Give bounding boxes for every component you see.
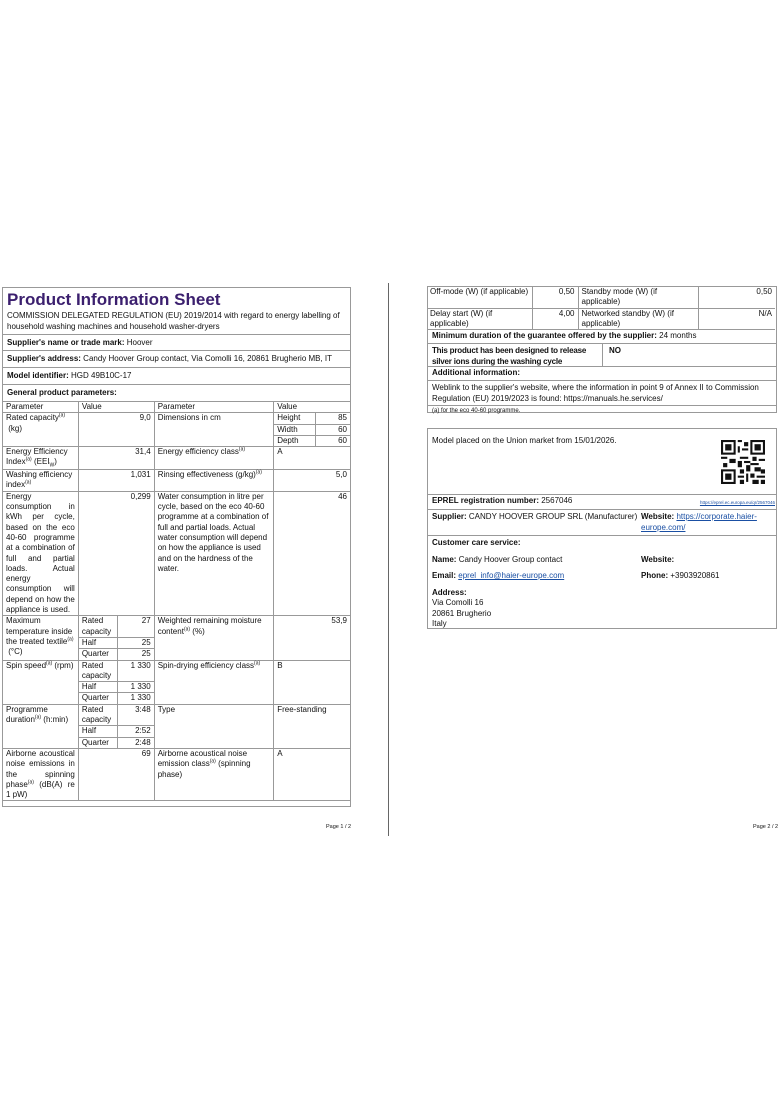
- eei-value: 31,4: [78, 447, 154, 470]
- eprel-link[interactable]: https://eprel.ec.europa.eu/qr/2567046: [699, 500, 775, 505]
- duration-quarter-value: 2:48: [117, 737, 154, 748]
- customer-care-website-label: Website:: [641, 554, 675, 564]
- address-line-2: 20861 Brugherio: [432, 608, 492, 618]
- moisture-value: 53,9: [274, 616, 351, 660]
- supplier-value: CANDY HOOVER GROUP SRL (Manufacturer): [468, 512, 638, 521]
- standby-value: 0,50: [698, 287, 775, 309]
- customer-care-email-link[interactable]: eprel_info@haier-europe.com: [458, 571, 565, 580]
- spin-rated-value: 1 330: [117, 660, 154, 682]
- washing-eff-label: Washing efficiency index$^{(a)}$: [3, 470, 79, 492]
- temp-rated-value: 27: [117, 616, 154, 638]
- placed-on-market-text: Model placed on the Union market from 15/01/2026.: [432, 436, 617, 445]
- power-table: [427, 286, 775, 330]
- noise-class-label: Airborne acoustical noise emission class$^{(a)}$ (spinning phase): [154, 748, 274, 800]
- offmode-label: Off-mode (W) (if applicable): [427, 287, 532, 309]
- page-number-1: Page 1 / 2: [326, 824, 352, 830]
- supplier-website-link[interactable]: https://corporate.haier-europe.com/: [641, 512, 757, 532]
- eprel-value: 2567046: [541, 496, 573, 505]
- weblink-text: Weblink to the supplier's website, where the information in point 9 of Annex II to Commission Regulation (EU) 2019/2023 is found: https://manuals.he.services/: [428, 381, 776, 406]
- delay-label: Delay start (W) (if applicable): [427, 308, 532, 330]
- rinsing-value: 5,0: [274, 470, 351, 492]
- guarantee-row: Minimum duration of the guarantee offered by the supplier: 24 months: [428, 330, 776, 344]
- customer-care-name: Candy Hoover Group contact: [458, 554, 563, 564]
- type-label: Type: [154, 704, 274, 748]
- height-value: 85: [316, 413, 351, 424]
- page-number-2: Page 2 / 2: [753, 824, 779, 830]
- width-value: 60: [316, 424, 351, 435]
- rated-capacity-label: Rated capacity$^{(a)}$ (kg): [3, 413, 79, 447]
- dimensions-label: Dimensions in cm: [154, 413, 274, 447]
- spin-class-label: Spin-drying efficiency class$^{(a)}$: [154, 660, 274, 704]
- noise-class-value: A: [274, 748, 351, 800]
- networked-value: N/A: [698, 308, 775, 330]
- general-params-heading: General product parameters:: [7, 388, 117, 397]
- spin-class-value: B: [274, 660, 351, 704]
- eei-label: Energy Efficiency Index$^{(a)}$ $(EEI_W)$: [3, 447, 79, 470]
- supplier-address-row: Supplier's address: Candy Hoover Group contact, Via Comolli 16, 20861 Brugherio MB, IT: [3, 351, 350, 368]
- page-title: Product Information Sheet: [7, 290, 221, 309]
- regulation-text: COMMISSION DELEGATED REGULATION (EU) 2019/2014 with regard to energy labelling of household washing machines and household washer-dryers: [7, 311, 340, 331]
- water-consumption-label: Water consumption in litre per cycle, based on the eco 40-60 programme at a combination of full and partial loads. Actual water consumption will depend on how the appliance is used and on the hardness of the water.: [154, 491, 274, 616]
- water-consumption-value: 46: [274, 491, 351, 616]
- rinsing-label: Rinsing effectiveness $(g/kg)^{(a)}$: [154, 470, 274, 492]
- type-value: Free-standing: [274, 704, 351, 748]
- supplier-address-value: Candy Hoover Group contact, Via Comolli 16, 20861 Brugherio MB, IT: [83, 354, 333, 363]
- page-divider: [388, 283, 389, 836]
- address-line-3: Italy: [432, 619, 447, 628]
- energy-class-label: Energy efficiency class$^{(a)}$: [154, 447, 274, 470]
- footnote: (a) for the eco 40-60 programme.: [432, 408, 521, 415]
- model-value: HGD 49B10C-17: [71, 371, 132, 380]
- address-heading: Address:: [432, 587, 467, 597]
- parameters-table: Parameter Value Parameter Value Rated capacity$^{(a)}$ (kg) 9,0 Dimensions in cm Height 85 Width 60 Depth 60 Energy Efficiency Index$^{(a)}$ $(EEI_W)$ 31,4 Energy efficiency class$^{(a)}$ A Washing efficiency index$^{(a)}$ 1,031 Rinsing effectiveness $(g/kg)^{(a)}$ 5,0 Energy consumption in kWh per cycle, based on the eco 40-60 programme at a combination of full and partial loads. Actual energy consumption will depend on how the appliance is used. 0,299 Water consumption in litre per cycle, based on the eco 40-60 programme at a combination of full and partial loads. Actual water consumption will depend on how the appliance is used and on the hardness of the water. 46 Maximum temperature inside the treated textile$^{(a)}$ (°C) Rated capacity 27 Weighted remaining moisture content$^{(a)}$ (%) 53,9 Half 25 Quarter 25 Spin speed$^{(a)}$ (rpm) Rated capacity 1 330 Spin-drying efficiency class$^{(a)}$ B Half 1 330 Quarter 1 330 Programme duration$^{(a)}$ (h:min) Rated capacity 3:48 Type Free-standing Half 2:52 Quarter 2:48 Airborne acoustical noise emissions in the spinning phase$^{(a)}$ (dB(A) re 1 pW) 69 Airborne acoustical noise emission class$^{(a)}$ (spinning phase) A: [2, 401, 351, 801]
- page2-top-block: [427, 286, 777, 413]
- additional-info-heading: Additional information:: [428, 367, 776, 381]
- spin-half-value: 1 330: [117, 682, 154, 693]
- energy-consumption-value: 0,299: [78, 491, 154, 616]
- offmode-value: 0,50: [532, 287, 578, 309]
- eprel-block: Model placed on the Union market from 15/01/2026. EPREL registration number: 2567046 https://eprel.ec.europa.eu/qr/2567046 Supplier: CANDY HOOVER GROUP SRL (Manufacturer) Website: https://corporate.haier-europe.com/ Customer care service: Name: Candy Hoover Group contact Website: Email: eprel_info@haier-europe.com Phone: +3903920861 Address: Via Comolli 16 20861 Brugherio Italy: [427, 428, 777, 629]
- energy-class-value: A: [274, 447, 351, 470]
- page1-sheet: [2, 287, 351, 807]
- guarantee-value: 24 months: [659, 331, 697, 341]
- address-line-1: Via Comolli 16: [432, 598, 484, 607]
- eprel-row: EPREL registration number: 2567046 https://eprel.ec.europa.eu/qr/2567046: [428, 494, 776, 510]
- customer-care-phone: +3903920861: [670, 571, 720, 580]
- standby-label: Standby mode (W) (if applicable): [578, 287, 698, 309]
- spin-quarter-value: 1 330: [117, 693, 154, 704]
- max-temp-label: Maximum temperature inside the treated textile$^{(a)}$ (°C): [3, 616, 79, 660]
- washing-eff-value: 1,031: [78, 470, 154, 492]
- supplier-name-row: Supplier's name or trade mark: Hoover: [3, 335, 350, 351]
- depth-value: 60: [316, 435, 351, 446]
- model-row: Model identifier: HGD 49B10C-17: [3, 368, 350, 385]
- duration-half-value: 2:52: [117, 726, 154, 737]
- delay-value: 4,00: [532, 308, 578, 330]
- moisture-label: Weighted remaining moisture content$^{(a)}$ (%): [154, 616, 274, 660]
- supplier-name-value: Hoover: [126, 338, 153, 347]
- noise-value: 69: [78, 748, 154, 800]
- duration-label: Programme duration$^{(a)}$ (h:min): [3, 704, 79, 748]
- customer-care-heading: Customer care service:: [432, 538, 521, 547]
- page-1: [0, 0, 388, 1119]
- rated-capacity-value: 9,0: [78, 413, 154, 447]
- qr-code-icon: [721, 440, 765, 484]
- temp-quarter-value: 25: [117, 649, 154, 660]
- energy-consumption-label: Energy consumption in kWh per cycle, based on the eco 40-60 programme at a combination of full and partial loads. Actual energy consumption will depend on how the appliance is used.: [3, 491, 79, 616]
- spin-speed-label: Spin speed$^{(a)}$ (rpm): [3, 660, 79, 704]
- noise-label: Airborne acoustical noise emissions in the spinning phase$^{(a)}$ (dB(A) re 1 pW): [3, 748, 79, 800]
- silver-row: This product has been designed to release silver ions during the washing cycle NO: [428, 344, 776, 367]
- temp-half-value: 25: [117, 637, 154, 648]
- page-2: [392, 0, 780, 1119]
- networked-label: Networked standby (W) (if applicable): [578, 308, 698, 330]
- duration-rated-value: 3:48: [117, 704, 154, 726]
- supplier-row: Supplier: CANDY HOOVER GROUP SRL (Manufacturer) Website: https://corporate.haier-europe.com/: [428, 510, 776, 536]
- table-header-row: Parameter Value Parameter Value: [3, 402, 351, 413]
- silver-value: NO: [609, 346, 621, 356]
